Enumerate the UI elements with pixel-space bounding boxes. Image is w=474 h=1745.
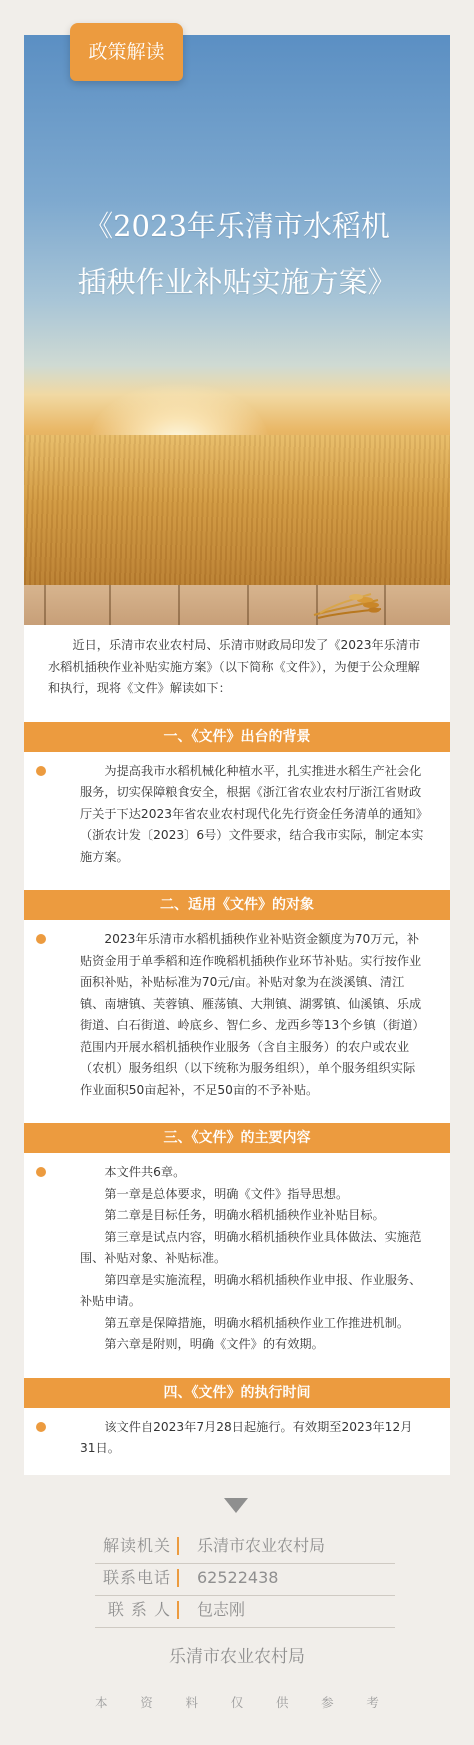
reference-char: 参 bbox=[321, 1695, 334, 1710]
article-content bbox=[24, 625, 450, 1460]
info-underline bbox=[95, 1563, 395, 1564]
bullet-icon bbox=[36, 1167, 46, 1177]
deck-plank bbox=[109, 585, 111, 625]
section-heading-1: 一、《文件》出台的背景 bbox=[24, 722, 450, 752]
reference-char: 料 bbox=[185, 1695, 198, 1710]
section-heading-4: 四、《文件》的执行时间 bbox=[24, 1378, 450, 1408]
info-value: 62522438 bbox=[197, 1568, 279, 1587]
info-row-agency bbox=[95, 1533, 395, 1558]
info-underline bbox=[95, 1627, 395, 1628]
wooden-deck bbox=[24, 585, 450, 625]
info-row-phone bbox=[95, 1565, 395, 1590]
footer bbox=[0, 1480, 474, 1745]
content-line: 本文件共6章。 bbox=[104, 1165, 186, 1179]
content-line: 第六章是附则，明确《文件》的有效期。 bbox=[104, 1337, 324, 1351]
bullet-icon bbox=[36, 1422, 46, 1432]
reference-char: 供 bbox=[275, 1695, 289, 1710]
deck-plank bbox=[247, 585, 249, 625]
title-line: 插秧作业补贴实施方案》 bbox=[77, 265, 397, 299]
section-body-2 bbox=[24, 920, 450, 1101]
info-underline bbox=[95, 1595, 395, 1596]
deck-plank bbox=[178, 585, 180, 625]
info-value: 乐清市农业农村局 bbox=[197, 1536, 326, 1555]
wheat-bundle-icon bbox=[308, 591, 383, 624]
bullet-icon bbox=[36, 766, 46, 776]
bullet-icon bbox=[36, 934, 46, 944]
section-paragraph: 为提高我市水稻机械化种植水平，扎实推进水稻生产社会化服务，切实保障粮食安全，根据《浙江省农业农村厅浙江省财政厅关于下达2023年省农业农村现代化先行资金任务清单的通知》（浙农计发〔2023〕6号）文件要求，结合我市实际，制定本实施方案。 bbox=[80, 763, 424, 864]
reference-char: 本 bbox=[95, 1695, 108, 1710]
info-label: 联系电话 bbox=[102, 1568, 171, 1587]
reference-char: 资 bbox=[140, 1695, 153, 1710]
deck-plank bbox=[384, 585, 386, 625]
reference-char: 仅 bbox=[230, 1695, 244, 1710]
section-paragraph: 该文件自2023年7月28日起施行。有效期至2023年12月31日。 bbox=[80, 1419, 413, 1455]
info-value: 包志刚 bbox=[197, 1600, 246, 1619]
content-line: 第五章是保障措施，明确水稻机插秧作业工作推进机制。 bbox=[104, 1315, 410, 1330]
section-heading-2: 二、适用《文件》的对象 bbox=[24, 890, 450, 920]
page-title bbox=[24, 198, 450, 310]
hero-banner bbox=[24, 35, 450, 625]
content-line: 第二章是目标任务，明确水稻机插秧作业补贴目标。 bbox=[104, 1208, 385, 1222]
content-line: 第四章是实施流程，明确水稻机插秧作业申报、作业服务、补贴申请。 bbox=[80, 1272, 422, 1308]
section-body-4 bbox=[24, 1408, 450, 1460]
intro-block bbox=[24, 625, 450, 700]
wheat-field bbox=[24, 435, 450, 585]
info-row-contact bbox=[95, 1597, 395, 1622]
content-line: 第三章是试点内容，明确水稻机插秧作业具体做法、实施范围、补贴对象、补贴标准。 bbox=[80, 1229, 422, 1265]
content-line: 第一章是总体要求，明确《文件》指导思想。 bbox=[104, 1186, 349, 1201]
policy-tag: 政策解读 bbox=[70, 23, 183, 81]
reference-char: 考 bbox=[366, 1695, 379, 1710]
down-arrow-icon bbox=[224, 1498, 248, 1513]
reference-note bbox=[95, 1693, 379, 1713]
section-body-1 bbox=[24, 752, 450, 869]
section-heading-3: 三、《文件》的主要内容 bbox=[24, 1123, 450, 1153]
deck-plank bbox=[44, 585, 46, 625]
info-separator bbox=[177, 1569, 179, 1587]
info-label: 联 系 人 bbox=[107, 1600, 171, 1619]
organization-name: 乐清市农业农村局 bbox=[169, 1647, 305, 1667]
section-body-3 bbox=[24, 1153, 450, 1356]
info-label: 解读机关 bbox=[102, 1536, 171, 1555]
info-separator bbox=[177, 1537, 179, 1555]
title-line: 《2023年乐清市水稻机 bbox=[84, 209, 390, 243]
intro-paragraph: 近日，乐清市农业农村局、乐清市财政局印发了《2023年乐清市水稻机插秧作业补贴实施方案》（以下简称《文件》），为便于公众理解和执行，现将《文件》解读如下： bbox=[48, 638, 421, 695]
info-separator bbox=[177, 1601, 179, 1619]
section-paragraph: 2023年乐清市水稻机插秧作业补贴资金额度为70万元，补贴资金用于单季稻和连作晚稻机插秧作业环节补贴。实行按作业面积补贴，补贴标准为70元/亩。补贴对象为在淡溪镇、清江镇、南塘镇、芙蓉镇、雁荡镇、大荆镇、湖雾镇、仙溪镇、乐成街道、白石街道、岭底乡、智仁乡、龙西乡等13个乡镇（街道）范围内开展水稻机插秧作业服务（含自主服务）的农户或农业（农机）服务组织（以下统称为服务组织），单个服务组织实际作业面积50亩起补，不足50亩的不予补贴。 bbox=[80, 932, 425, 1097]
